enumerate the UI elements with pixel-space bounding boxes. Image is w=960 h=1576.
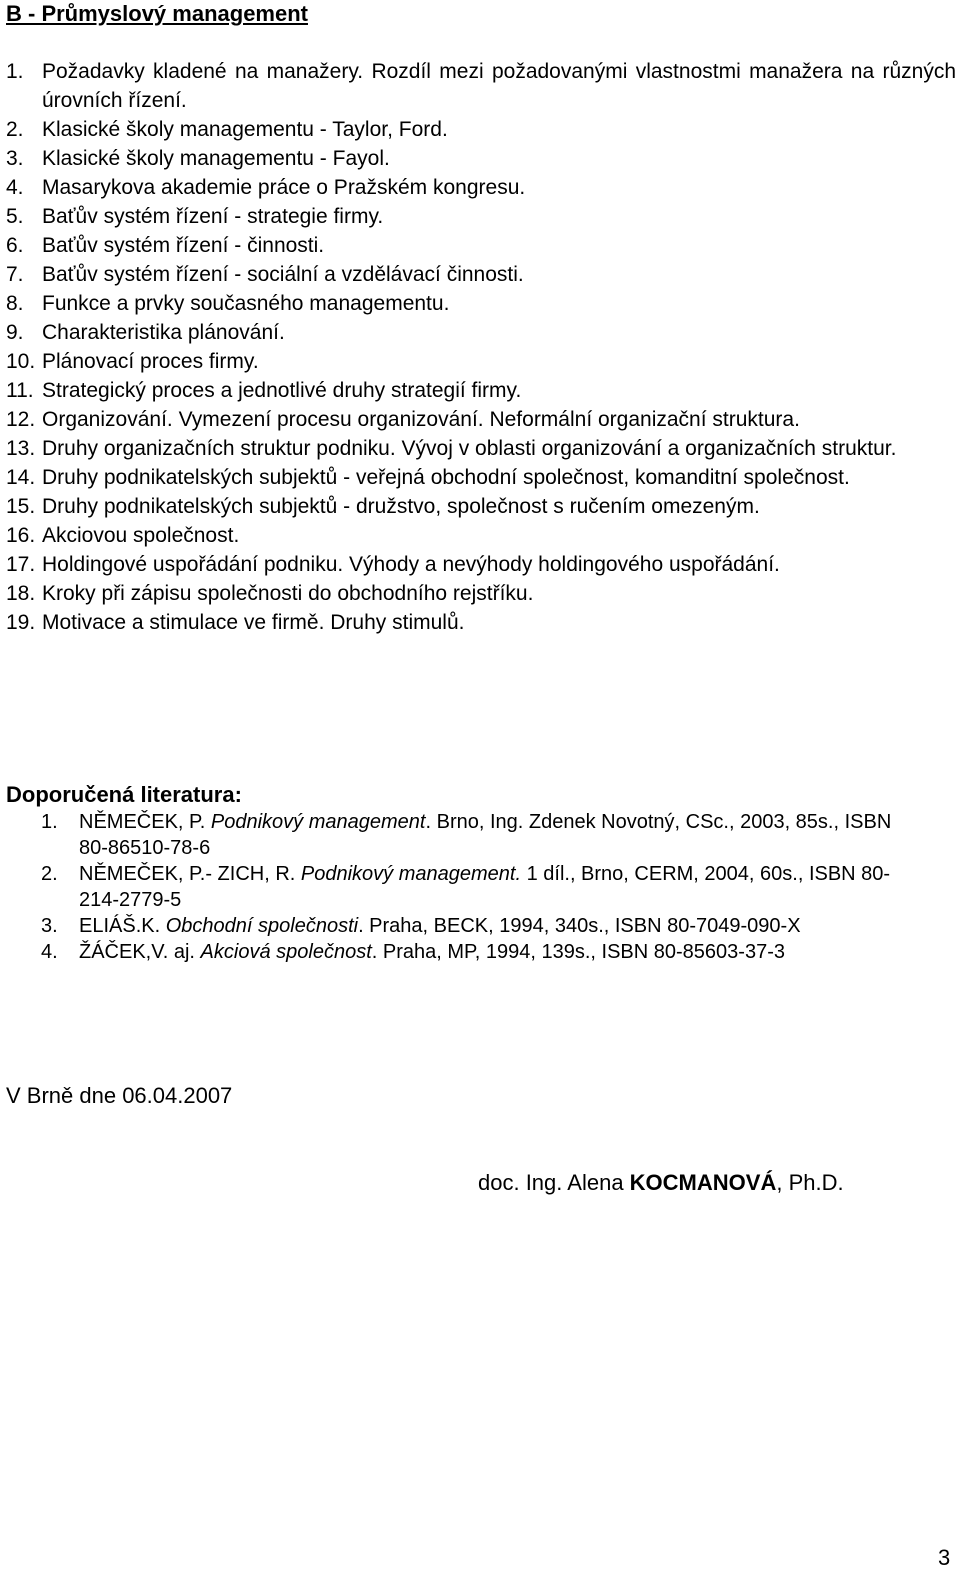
literature-number: 3.: [41, 915, 58, 937]
literature-work-title: Podnikový management.: [300, 863, 522, 885]
literature-work-title: Obchodní společnosti: [165, 915, 359, 937]
literature-text: [79, 809, 921, 861]
topic-text: Klasické školy managementu - Taylor, Ford.: [42, 118, 448, 141]
topic-text: Akciovou společnost.: [42, 524, 240, 547]
topic-text: Charakteristika plánování.: [42, 321, 285, 344]
topic-item: [6, 202, 956, 231]
topic-number: 4.: [6, 176, 24, 199]
topic-number: 9.: [6, 321, 24, 344]
literature-item: [41, 913, 921, 939]
topic-text: Organizování. Vymezení procesu organizování. Neformální organizační struktura.: [42, 408, 800, 431]
topic-item: [6, 405, 956, 434]
topic-number: 10.: [6, 350, 36, 373]
topic-number: 5.: [6, 205, 24, 228]
topic-number: 16.: [6, 524, 36, 547]
place-and-date: V Brně dne 06.04.2007: [6, 1083, 233, 1108]
topic-item: [6, 579, 956, 608]
topic-item: [6, 231, 956, 260]
topic-text: Masarykova akademie práce o Pražském kongresu.: [42, 176, 526, 199]
literature-author: NĚMEČEK, P.- ZICH, R.: [79, 863, 301, 885]
literature-text: [79, 861, 921, 913]
topic-text: Druhy podnikatelských subjektů - veřejná obchodní společnost, komanditní společnost.: [42, 466, 850, 489]
literature-details: . Brno, Ing. Zdenek Novotný, CSc., 2003, 85s., ISBN 80-86510-78-6: [79, 811, 892, 859]
literature-text: [79, 913, 921, 939]
topic-number: 2.: [6, 118, 24, 141]
literature-details: . Praha, BECK, 1994, 340s., ISBN 80-7049-090-X: [358, 915, 801, 937]
topic-number: 19.: [6, 611, 36, 634]
topic-item: [6, 347, 956, 376]
literature-item: [41, 939, 921, 965]
topic-number: 1.: [6, 60, 24, 83]
topic-item: [6, 521, 956, 550]
topic-item: [6, 173, 956, 202]
topic-text: Holdingové uspořádání podniku. Výhody a nevýhody holdingového uspořádání.: [42, 553, 780, 576]
signature-surname: KOCMANOVÁ: [629, 1170, 777, 1195]
literature-details: 1 díl., Brno, CERM, 2004, 60s., ISBN 80-214-2779-5: [79, 863, 891, 911]
literature-number: 4.: [41, 941, 58, 963]
topic-number: 7.: [6, 263, 24, 286]
topic-text: Funkce a prvky současného managementu.: [42, 292, 450, 315]
literature-heading: Doporučená literatura:: [6, 782, 242, 807]
topic-text: Plánovací proces firmy.: [42, 350, 259, 373]
topic-item: [6, 144, 956, 173]
topic-item: [6, 57, 956, 115]
topic-text: Klasické školy managementu - Fayol.: [42, 147, 390, 170]
literature-author: ELIÁŠ.K.: [79, 915, 166, 937]
topic-item: [6, 434, 956, 463]
topic-text: Motivace a stimulace ve firmě. Druhy stimulů.: [42, 611, 465, 634]
topic-number: 6.: [6, 234, 24, 257]
topic-item: [6, 608, 956, 637]
topic-number: 17.: [6, 553, 36, 576]
topic-item: [6, 463, 956, 492]
document-title: B - Průmyslový management: [6, 1, 308, 26]
topic-item: [6, 376, 956, 405]
signature-suffix: , Ph.D.: [776, 1170, 844, 1195]
topic-number: 12.: [6, 408, 36, 431]
topic-number: 13.: [6, 437, 36, 460]
literature-author: NĚMEČEK, P.: [79, 811, 211, 833]
literature-work-title: Akciová společnost: [200, 941, 372, 963]
exam-topics-list: [6, 57, 956, 637]
page-number: 3: [938, 1545, 951, 1570]
topic-number: 14.: [6, 466, 36, 489]
topic-number: 18.: [6, 582, 36, 605]
topic-text: Baťův systém řízení - činnosti.: [42, 234, 325, 257]
topic-text: Druhy organizačních struktur podniku. Vývoj v oblasti organizování a organizačních struktur.: [42, 437, 897, 460]
signature-prefix: doc. Ing. Alena: [478, 1170, 630, 1195]
literature-number: 2.: [41, 863, 58, 885]
topic-item: [6, 492, 956, 521]
literature-details: . Praha, MP, 1994, 139s., ISBN 80-85603-37-3: [371, 941, 785, 963]
literature-text: [79, 939, 921, 965]
topic-number: 8.: [6, 292, 24, 315]
topic-item: [6, 115, 956, 144]
literature-item: [41, 809, 921, 861]
topic-item: [6, 289, 956, 318]
topic-text: Druhy podnikatelských subjektů - družstvo, společnost s ručením omezeným.: [42, 495, 760, 518]
literature-work-title: Podnikový management: [210, 811, 426, 833]
topic-number: 3.: [6, 147, 24, 170]
topic-text: Kroky při zápisu společnosti do obchodního rejstříku.: [42, 582, 534, 605]
literature-number: 1.: [41, 811, 58, 833]
topic-number: 11.: [6, 379, 34, 402]
topic-item: [6, 260, 956, 289]
signature: [478, 1169, 844, 1197]
topic-number: 15.: [6, 495, 36, 518]
topic-text: Požadavky kladené na manažery. Rozdíl mezi požadovanými vlastnostmi manažera na různých úrovních řízení.: [42, 60, 956, 112]
topic-text: Baťův systém řízení - strategie firmy.: [42, 205, 384, 228]
literature-list: [41, 809, 921, 965]
literature-item: [41, 861, 921, 913]
topic-item: [6, 550, 956, 579]
topic-item: [6, 318, 956, 347]
topic-text: Baťův systém řízení - sociální a vzdělávací činnosti.: [42, 263, 524, 286]
topic-text: Strategický proces a jednotlivé druhy strategií firmy.: [42, 379, 522, 402]
literature-author: ŽÁČEK,V. aj.: [79, 941, 201, 963]
